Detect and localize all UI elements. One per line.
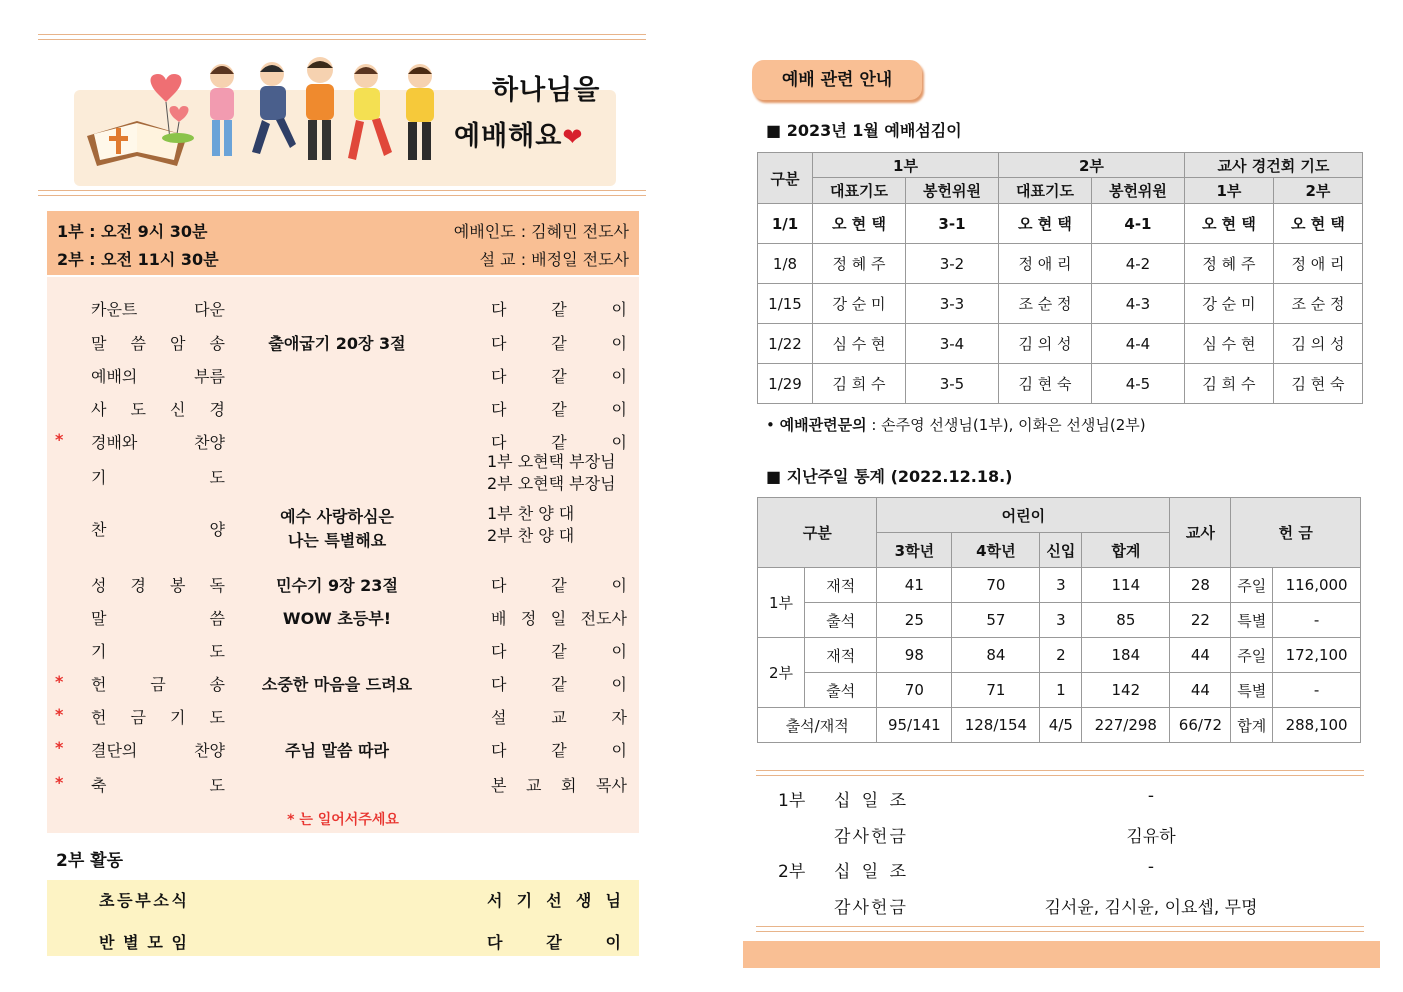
section-pill: 예배 관련 안내 [752,60,922,100]
activity-title: 2부 활동 [56,851,124,871]
order-item-name: 카운트 다운 [91,300,225,319]
order-item-person: 다 같 이 [491,367,627,386]
table-cell: 정 혜 주 [813,244,906,284]
table-cell: - [1273,603,1361,638]
table-cell: 구분 [758,153,813,204]
table-cell: 25 [877,603,952,638]
contact-text: : 손주영 선생님(1부), 이화은 선생님(2부) [866,416,1146,434]
table-cell: 44 [1170,638,1231,673]
table-row [758,204,1363,244]
order-item-name: 사 도 신 경 [91,400,225,419]
table-cell: 1/29 [758,364,813,404]
banner-title-line1: 하나님을 [492,75,601,106]
order-item-person: 다 같 이 [491,576,627,595]
preacher: 설 교 : 배정일 전도사 [479,250,629,269]
table-cell: 정 애 리 [1273,244,1362,284]
standing-note: * 는 일어서주세요 [287,812,399,828]
offering-group: 1부 [778,791,806,811]
table-cell: 출석 [805,673,877,708]
order-item-person: 다 같 이 [491,300,627,319]
table-cell: 3-1 [905,204,998,244]
table-cell: 김 의 성 [998,324,1091,364]
table-cell: 재적 [805,568,877,603]
offering-type: 감 사 헌 금 [834,827,906,847]
table-cell: 주일 [1231,638,1273,673]
table-cell: 1/8 [758,244,813,284]
order-item-person: 다 같 이 [491,675,627,694]
table-cell: 출석 [805,603,877,638]
order-item-person: 1부 찬 양 대 2부 찬 양 대 [487,504,575,545]
order-item-person: 다 같 이 [491,433,627,452]
table-cell: 184 [1082,638,1170,673]
table-cell: 김 현 숙 [1273,364,1362,404]
table-cell: 1/22 [758,324,813,364]
table-row [758,638,1361,673]
table-cell: 어린이 [877,498,1170,533]
table-cell: 2 [1040,638,1082,673]
table-row [758,603,1361,638]
standing-mark: * [55,773,64,792]
standing-mark: * [55,430,64,449]
offering-type: 십 일 조 [834,862,906,882]
order-item-person: 다 같 이 [491,741,627,760]
table-cell: 227/298 [1082,708,1170,743]
table-cell: 3학년 [877,533,952,568]
table-cell: 84 [952,638,1040,673]
order-item-name: 기 도 [91,642,225,661]
table-cell: 2부 [998,153,1184,178]
table-cell: 오 현 택 [998,204,1091,244]
table-cell: 28 [1170,568,1231,603]
standing-mark: * [55,705,64,724]
table-cell: 4-5 [1091,364,1184,404]
table-cell: 71 [952,673,1040,708]
table-cell: 70 [952,568,1040,603]
table-cell: 1부 [1184,178,1273,204]
worship-leader: 예배인도 : 김혜민 전도사 [453,222,629,241]
table-row [758,568,1361,603]
table-cell: 오 현 택 [1184,204,1273,244]
order-item-name: 결단의 찬양 [91,741,225,760]
order-item-content: 소중한 마음을 드려요 [261,675,413,694]
table-cell: - [1273,673,1361,708]
table-row [758,284,1363,324]
order-item-name: 말 씀 [91,609,225,628]
stats-heading: ■ 지난주일 통계 (2022.12.18.) [766,467,1013,486]
table-cell: 172,100 [1273,638,1361,673]
order-item-name: 성 경 봉 독 [91,576,225,595]
table-cell: 3-5 [905,364,998,404]
table-cell: 3-2 [905,244,998,284]
order-item-name: 경배와 찬양 [91,433,225,452]
table-cell: 신입 [1040,533,1082,568]
table-cell: 3-3 [905,284,998,324]
activity-person: 다 같 이 [487,933,621,952]
activity-name: 초 등 부 소 식 [99,891,187,910]
banner-title-line2: 예배해요❤ [454,121,584,152]
order-item-name: 헌 금 송 [91,675,225,694]
table-row [758,324,1363,364]
activity-name: 반 별 모 임 [99,933,187,952]
table-cell: 봉헌위원 [905,178,998,204]
table-cell: 헌 금 [1231,498,1361,568]
table-row [758,364,1363,404]
table-cell: 57 [952,603,1040,638]
table-cell: 41 [877,568,952,603]
group-cell: 2부 [758,638,805,708]
order-item-name: 찬 양 [91,520,225,539]
table-cell: 심 수 현 [1184,324,1273,364]
table-cell: 2부 [1273,178,1362,204]
order-item-name: 예배의 부름 [91,367,225,386]
table-cell: 3-4 [905,324,998,364]
table-cell: 오 현 택 [813,204,906,244]
offering-names: 김서윤, 김시윤, 이요셉, 무명 [1044,898,1258,918]
table-cell: 재적 [805,638,877,673]
offering-names: 김유하 [1126,827,1176,847]
table-cell: 봉헌위원 [1091,178,1184,204]
order-of-worship [47,277,639,833]
table-cell: 142 [1082,673,1170,708]
table-cell: 22 [1170,603,1231,638]
servers-heading: ■ 2023년 1월 예배섬김이 [766,121,962,140]
table-cell: 대표기도 [998,178,1091,204]
group-cell: 1부 [758,568,805,638]
table-cell: 3 [1040,568,1082,603]
contact-label: 예배관련문의 [779,416,867,434]
table-cell: 김 희 수 [813,364,906,404]
order-item-content: WOW 초등부! [282,609,392,628]
table-cell: 주일 [1231,568,1273,603]
table-cell: 114 [1082,568,1170,603]
order-item-content: 민수기 9장 23절 [276,576,398,595]
order-item-person: 다 같 이 [491,400,627,419]
order-item-person: 배 정 일 전도사 [491,609,627,628]
table-cell: 3 [1040,603,1082,638]
activity-box [47,880,639,956]
order-item-content: 출애굽기 20장 3절 [268,334,406,353]
table-row [758,244,1363,284]
contact-line: • 예배관련문의 : 손주영 선생님(1부), 이화은 선생님(2부) [766,416,1146,434]
table-cell: 특별 [1231,673,1273,708]
order-item-person: 1부 오현택 부장님 2부 오현택 부장님 [487,452,616,493]
heart-icon: ❤ [562,123,584,151]
table-cell: 4/5 [1040,708,1082,743]
order-item-name: 헌 금 기 도 [91,708,225,727]
table-cell: 1/1 [758,204,813,244]
table-cell: 44 [1170,673,1231,708]
table-cell: 1부 [813,153,999,178]
order-item-name: 말 씀 암 송 [91,334,225,353]
standing-mark: * [55,672,64,691]
table-cell: 강 순 미 [813,284,906,324]
table-cell: 4-3 [1091,284,1184,324]
footer-bar [743,941,1380,968]
table-cell: 116,000 [1273,568,1361,603]
children-illustration [194,54,474,184]
table-cell: 85 [1082,603,1170,638]
offering-names: - [1147,786,1155,806]
servers-table [757,152,1363,404]
first-service-time: 1부 : 오전 9시 30분 [57,222,208,241]
table-cell: 김 의 성 [1273,324,1362,364]
table-cell: 합계 [1231,708,1273,743]
offering-names: - [1147,857,1155,877]
service-times [47,211,639,275]
order-item-name: 축 도 [91,776,225,795]
table-cell: 특별 [1231,603,1273,638]
heart-balloon-icon [138,64,198,144]
offering-type: 십 일 조 [834,791,906,811]
table-cell: 대표기도 [813,178,906,204]
table-cell: 4-1 [1091,204,1184,244]
offering-type: 감 사 헌 금 [834,898,906,918]
table-cell: 1/15 [758,284,813,324]
table-cell: 288,100 [1273,708,1361,743]
table-cell: 95/141 [877,708,952,743]
order-item-person: 다 같 이 [491,334,627,353]
table-cell: 1 [1040,673,1082,708]
table-row [758,673,1361,708]
stats-table [757,497,1361,743]
order-item-person: 본 교 회 목사 [491,776,627,795]
table-cell: 심 수 현 [813,324,906,364]
table-cell: 교사 [1170,498,1231,568]
table-cell: 조 순 정 [1273,284,1362,324]
table-cell: 4-4 [1091,324,1184,364]
table-cell: 조 순 정 [998,284,1091,324]
table-cell: 98 [877,638,952,673]
order-item-content: 예수 사랑하심은 나는 특별해요 [280,507,394,550]
standing-mark: * [55,738,64,757]
order-item-person: 다 같 이 [491,642,627,661]
table-cell: 정 애 리 [998,244,1091,284]
table-cell: 128/154 [952,708,1040,743]
second-service-time: 2부 : 오전 11시 30분 [57,250,219,269]
table-cell: 4-2 [1091,244,1184,284]
table-cell: 70 [877,673,952,708]
table-cell: 김 희 수 [1184,364,1273,404]
table-cell: 4학년 [952,533,1040,568]
offering-list [756,780,1364,924]
table-cell: 66/72 [1170,708,1231,743]
activity-person: 서 기 선 생 님 [487,891,621,910]
banner [74,42,616,186]
offering-group: 2부 [778,862,806,882]
table-cell: 교사 경건회 기도 [1184,153,1362,178]
table-cell: 오 현 택 [1273,204,1362,244]
table-cell: 합계 [1082,533,1170,568]
table-cell: 구분 [758,498,877,568]
table-cell: 출석/재적 [758,708,877,743]
table-cell: 강 순 미 [1184,284,1273,324]
order-item-content: 주님 말씀 따라 [285,741,389,760]
order-item-person: 설 교 자 [491,708,627,727]
table-cell: 김 현 숙 [998,364,1091,404]
table-cell: 정 혜 주 [1184,244,1273,284]
order-item-name: 기 도 [91,468,225,487]
